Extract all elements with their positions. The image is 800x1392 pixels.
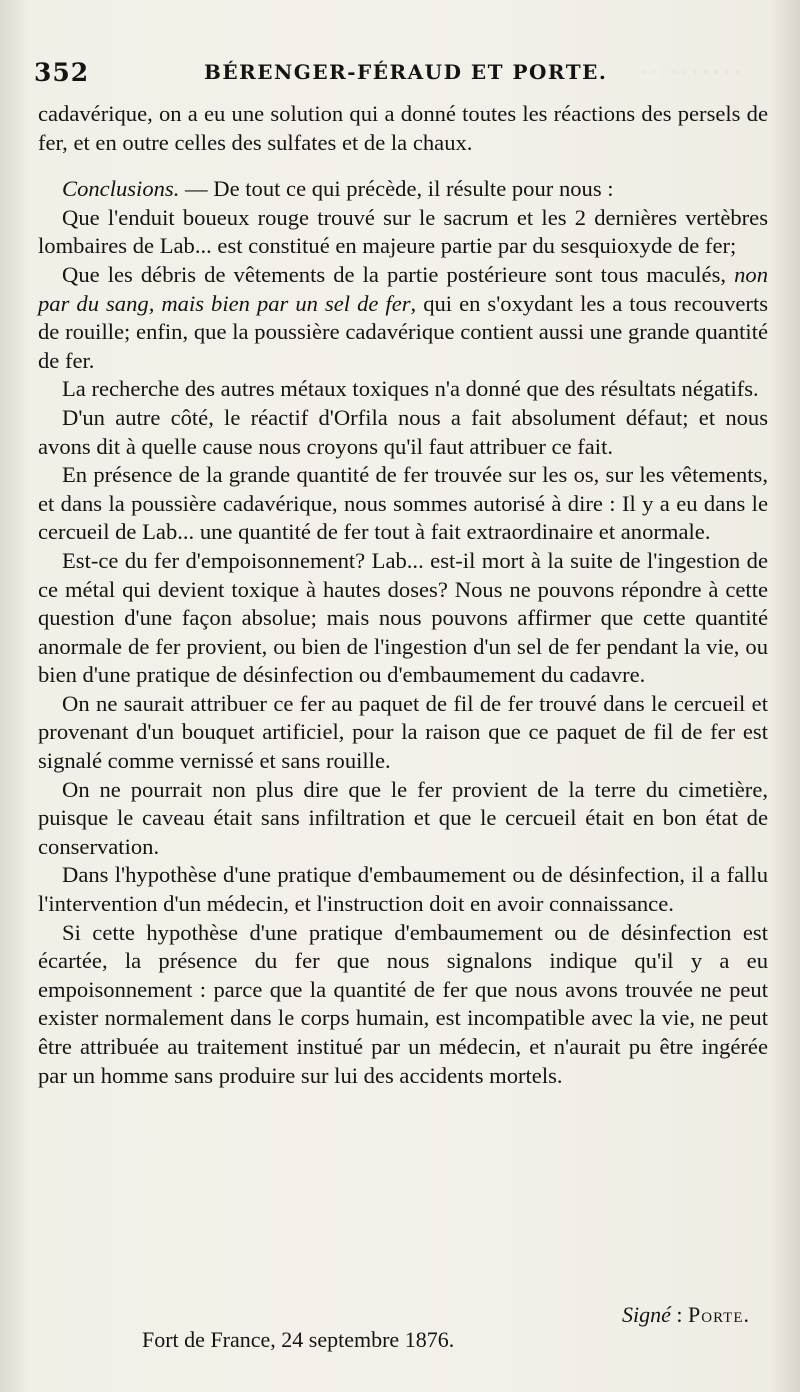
spacer (38, 157, 768, 175)
paragraph-text: Que les débris de vêtements de la partie postérieure sont tous maculés, (62, 261, 735, 287)
paragraph: Dans l'hypothèse d'une pratique d'embaumement ou de désinfection, il a fallu l'intervention d'un médecin, et l'instruction doit en avoir connaissance. (38, 862, 768, 917)
paragraph: La recherche des autres métaux toxiques n'a donné que des résultats négatifs. (62, 376, 759, 402)
emphasis-text: non par du sang, mais bien par un sel de fer (38, 261, 768, 316)
signature-separator: : (670, 1302, 688, 1327)
dateline: Fort de France, 24 septembre 1876. (142, 1327, 455, 1352)
paragraph: Si cette hypothèse d'une pratique d'embaumement ou de désinfection est écartée, la présence du fer que nous signalons indique qu'il y a eu empoisonnement : parce que la quantité de fer que nous avons trouvée ne peut exister normalement dans le corps humain, est incompatible avec la vie, ne peut être attribuée au traitement institué par un médecin, et n'aurait pu être ingérée par un homme sans produire sur lui des accidents mortels. (38, 919, 768, 1088)
paragraph: On ne pourrait non plus dire que le fer provient de la terre du cimetière, puisque le caveau était sans infiltration et que le cercueil était en bon état de conservation. (38, 776, 768, 859)
paragraph: D'un autre côté, le réactif d'Orfila nous a fait absolument défaut; et nous avons dit à quelle cause nous croyons qu'il faut attribuer ce fait. (38, 404, 768, 459)
signature-name: Porte. (688, 1302, 750, 1327)
bleed-through-text: · · · · · · · · · · (640, 62, 741, 82)
paragraph: En présence de la grande quantité de fer trouvée sur les os, sur les vêtements, et dans la poussière cadavérique, nous sommes autorisé à dire : Il y a eu dans le cercueil de Lab... une quantité de fer tout à fait extraordinaire et anormale. (38, 462, 768, 545)
signature-label: Signé (621, 1302, 671, 1327)
paragraph-conclusions (38, 175, 768, 204)
conclusions-text: — De tout ce qui précède, il résulte pour nous : (179, 176, 614, 202)
running-head: BÉRENGER-FÉRAUD ET PORTE. (204, 60, 608, 84)
paragraph (38, 261, 768, 375)
paragraph-text: , qui en s'oxydant les a tous recouverts de rouille; enfin, que la poussière cadavérique contient aussi une grande quantité de fer. (38, 290, 769, 373)
paragraph: Est-ce du fer d'empoisonnement? Lab... est-il mort à la suite de l'ingestion de ce métal qui devient toxique à hautes doses? Nous ne pouvons répondre à cette question d'une façon absolue; mais nous pouvons affirmer que cette quantité anormale de fer provient, ou bien de l'ingestion d'un sel de fer pendant la vie, ou bien d'une pratique de désinfection ou d'embaumement du cadavre. (38, 547, 768, 688)
page-number: 352 (34, 58, 90, 87)
signature (622, 1302, 750, 1328)
conclusions-heading: Conclusions. (62, 176, 180, 202)
paragraph: Que l'enduit boueux rouge trouvé sur le sacrum et les 2 dernières vertèbres lombaires de Lab... est constitué en majeure partie par du sesquioxyde de fer; (38, 204, 768, 259)
body-text (38, 100, 768, 1090)
paragraph: cadavérique, on a eu une solution qui a donné toutes les réactions des persels de fer, et en outre celles des sulfates et de la chaux. (38, 101, 768, 155)
page-header (34, 58, 769, 90)
paragraph: On ne saurait attribuer ce fer au paquet de fil de fer trouvé dans le cercueil et provenant d'un bouquet artificiel, pour la raison que ce paquet de fil de fer est signalé comme vernissé et sans rouille. (38, 690, 768, 774)
